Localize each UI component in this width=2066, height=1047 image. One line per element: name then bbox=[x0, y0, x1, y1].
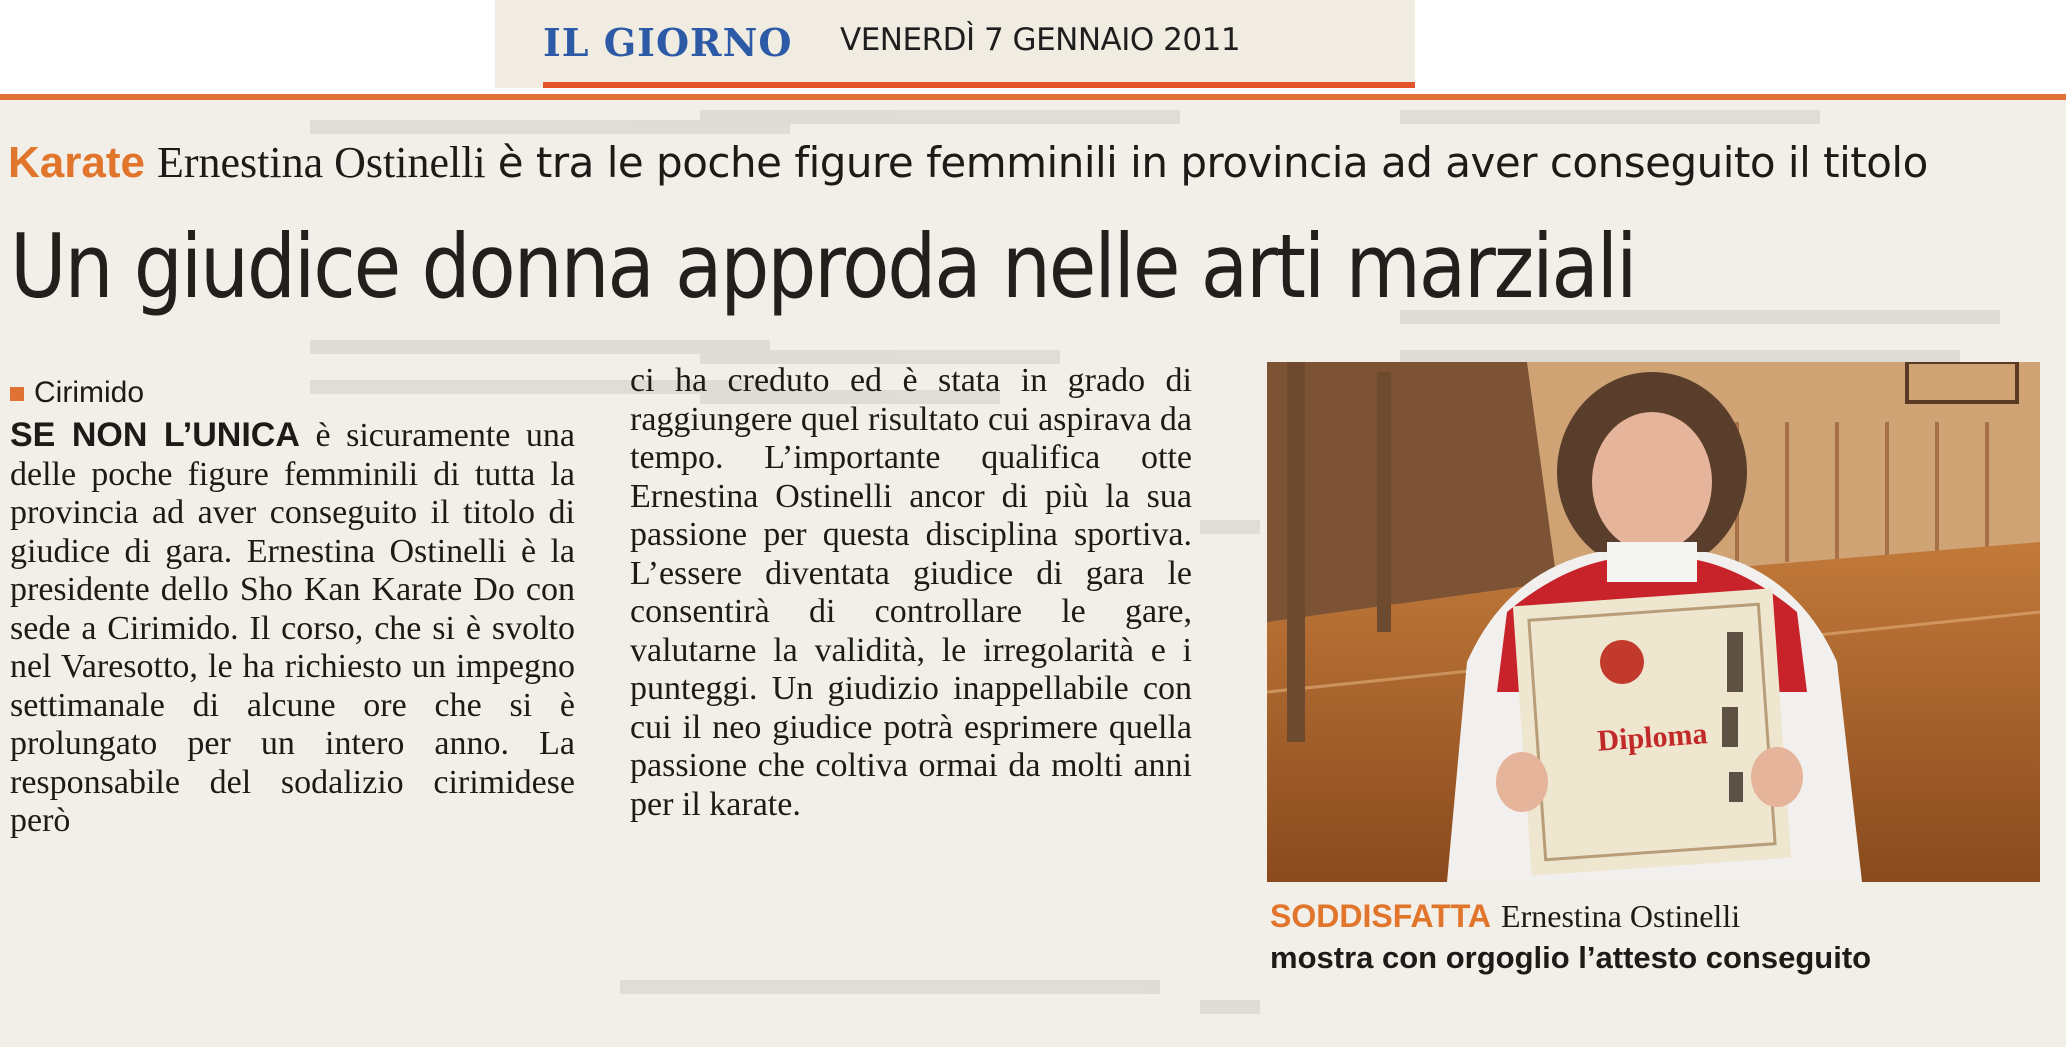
masthead-rule bbox=[543, 82, 1415, 88]
masthead-date: VENERDÌ 7 GENNAIO 2011 bbox=[840, 22, 1241, 58]
dateline bbox=[10, 376, 144, 410]
masthead-logo: IL GIORNO bbox=[543, 20, 793, 65]
kicker-text: è tra le poche figure femminili in provincia ad aver conseguito il titolo bbox=[497, 138, 1928, 187]
lead-in: SE NON L’UNICA bbox=[10, 416, 300, 454]
body-column-2 bbox=[630, 362, 1192, 824]
headline: Un giudice donna approda nelle arti marziali bbox=[10, 215, 1636, 318]
body-column-1 bbox=[10, 416, 575, 841]
kicker-name: Ernestina Ostinelli bbox=[156, 138, 486, 187]
photo-illustration bbox=[1267, 362, 2040, 882]
dateline-square-icon bbox=[10, 387, 24, 401]
kicker bbox=[8, 137, 1928, 188]
caption-text: mostra con orgoglio l’attesto conseguito bbox=[1270, 940, 1872, 975]
photo-caption bbox=[1270, 898, 2050, 935]
kicker-section-tag: Karate bbox=[8, 138, 145, 187]
dateline-text: Cirimido bbox=[34, 376, 145, 409]
caption-tag: SODDISFATTA bbox=[1270, 898, 1492, 934]
diploma-title: Diploma bbox=[1596, 717, 1709, 758]
body-text-col2: ci ha creduto ed è stata in grado di raggiungere quel risultato cui aspirava da tempo. L’importante qualifica otte Ernestina Ostinelli ancor di più la sua passione per questa disciplina sportiva. L’essere diventata giudice di gara le consentirà di controllare le gare, valutarne la validità, le irregolarità e i punteggi. Un giudizio inappellabile con cui il neo giudice potrà esprimere quella passione che coltiva ormai da molti anni per il karate. bbox=[630, 362, 1192, 823]
caption-name: Ernestina Ostinelli bbox=[1501, 898, 1741, 934]
article-photo bbox=[1267, 362, 2040, 882]
body-text-col1: è sicuramente una delle poche figure femminili di tutta la provincia ad aver conseguito il titolo di giudice di gara. Ernestina Ostinelli è la presidente dello Sho Kan Karate Do con sede a Cirimido. Il corso, che si è svolto nel Varesotto, le ha richiesto un impegno settimanale di alcune ore che si è prolungato per un intero anno. La responsabile del sodalizio cirimidese però bbox=[10, 417, 576, 839]
